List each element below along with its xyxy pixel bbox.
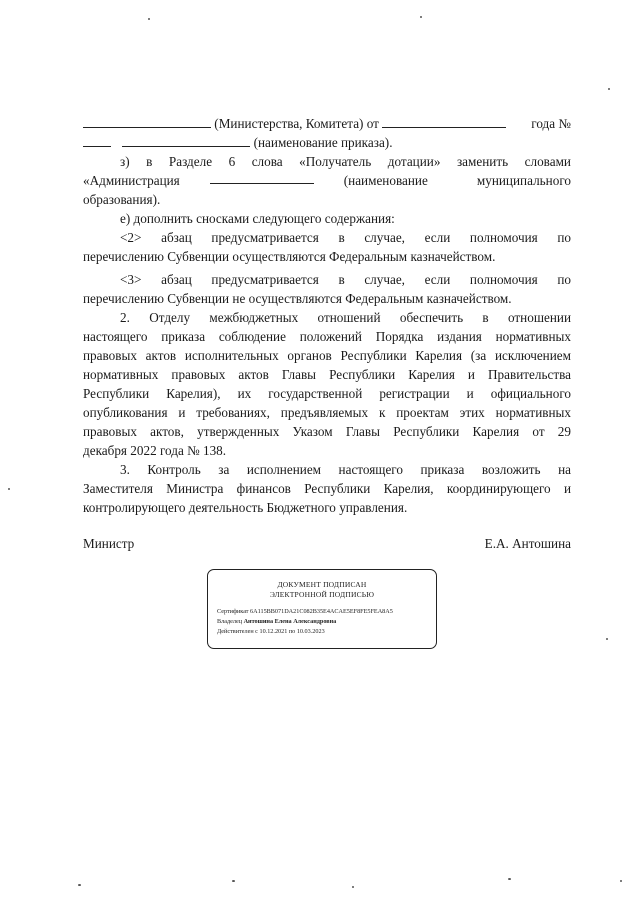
paragraph-2-line-2: настоящего приказа соблюдение положений Порядка издания нормативных [83,329,571,344]
signatory-name: Е.А. Антошина [484,536,571,551]
blank-field [122,134,250,147]
ministry-text: (Министерства, Комитета) от [214,116,379,131]
paragraph-3-line-3: контролирующего деятельность Бюджетного управления. [83,500,408,515]
scan-speck [148,18,150,20]
paragraph-2-line-5: Республики Карелия), их государственной регистрации и официального [83,386,571,401]
item-z-line: з) в Разделе 6 слова «Получатель дотации» заменить словами [120,154,571,169]
footnote-2-line-1: <2> абзац предусматривается в случае, если полномочия по [120,230,571,245]
paragraph-2-line-7: правовых актов, утвержденных Указом Главы Республики Карелия от 29 [83,424,571,439]
scan-speck [352,886,354,888]
scan-speck [78,884,81,886]
signatory-position: Министр [83,536,135,551]
blank-field [83,115,211,128]
footnote-3-line-2: перечислению Субвенции не осуществляются Федеральным казначейством. [83,291,512,306]
stamp-validity: Действителен с 10.12.2021 по 10.03.2023 [217,628,325,635]
stamp-certificate: Сертификат 6A115BB071DA21C082B35E4ACAE5EF8FE5FEA8A5 [217,608,393,615]
item-z-line-3: образования). [83,192,161,207]
paragraph-3-line-1: 3. Контроль за исполнением настоящего приказа возложить на [120,462,571,477]
document-body [83,114,571,517]
footnote-3-line-1: <3> абзац предусматривается в случае, если полномочия по [120,272,571,287]
scan-speck [420,16,422,18]
administration-text: «Администрация [83,173,180,188]
order-name-text: (наименование приказа). [253,135,393,150]
blank-field [382,115,506,128]
signature-row [83,536,571,552]
footnote-2-line-2: перечислению Субвенции осуществляются Федеральным казначейством. [83,249,496,264]
stamp-owner [208,617,436,627]
scan-speck [620,880,622,882]
item-e-line: е) дополнить сносками следующего содержания: [120,211,395,226]
paragraph-2-line-1: 2. Отделу межбюджетных отношений обеспечить в отношении [120,310,571,325]
municipal-text: (наименование муниципального [343,173,571,188]
stamp-title-line-2: ЭЛЕКТРОННОЙ ПОДПИСЬЮ [269,590,375,599]
paragraph-2-line-3: правовых актов исполнительных органов Республики Карелия (за исключением [83,348,571,363]
paragraph-2-line-6: опубликования и требованиях, предъявляемых к проектам этих нормативных [83,405,571,420]
scan-speck [8,488,10,490]
number-label: года № [531,116,571,131]
electronic-signature-stamp [207,569,437,649]
line-order-name [83,133,571,152]
paragraph-2-line-8: декабря 2022 года № 138. [83,443,227,458]
blank-field [83,134,111,147]
scan-speck [606,638,608,640]
scan-speck [608,88,610,90]
paragraph-2-line-4: нормативных правовых актов Главы Республики Карелия и Правительства [83,367,571,382]
paragraph-3-line-2: Заместителя Министра финансов Республики Карелия, координирующего и [83,481,571,496]
stamp-owner-label: Владелец [217,618,243,625]
stamp-owner-name: Антошина Елена Александровна [243,618,337,625]
item-z-line-2 [83,171,571,190]
blank-field [210,171,314,184]
line-date-number [83,114,571,133]
scan-speck [508,878,511,880]
stamp-title-line-1: ДОКУМЕНТ ПОДПИСАН [277,580,367,589]
scan-speck [232,880,235,882]
stamp-title [208,580,436,600]
